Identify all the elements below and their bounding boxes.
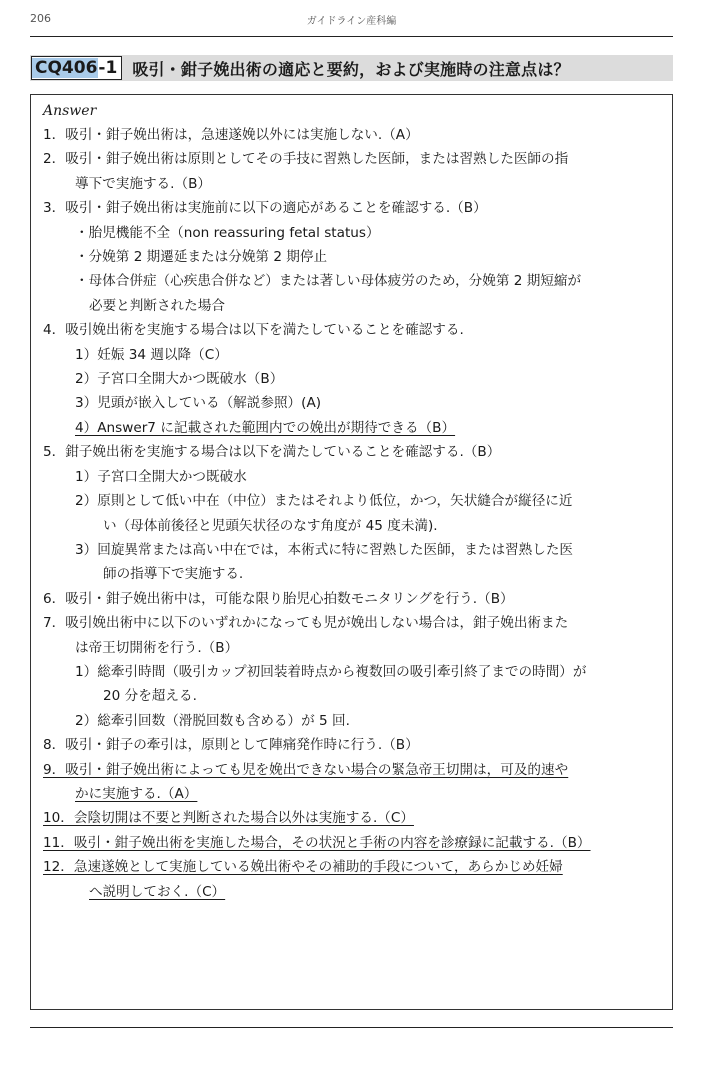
answer-line xyxy=(43,123,658,147)
answer-line xyxy=(43,660,658,684)
answer-line-text: ・母体合併症（心疾患合併など）または著しい母体疲労のため，分娩第 2 期短縮が xyxy=(75,273,582,290)
answer-line xyxy=(43,343,658,367)
answer-line-text: 6．吸引・鉗子娩出術中は，可能な限り胎児心拍数モニタリングを行う.（B） xyxy=(43,590,514,607)
answer-line xyxy=(43,489,658,513)
answer-line xyxy=(43,684,658,708)
answer-line xyxy=(43,709,658,733)
answer-line-text: 3．吸引・鉗子娩出術は実施前に以下の適応があることを確認する.（B） xyxy=(43,200,487,217)
answer-line-text: 5．鉗子娩出術を実施する場合は以下を満たしていることを確認する.（B） xyxy=(43,444,501,461)
answer-line-text: 必要と判断された場合 xyxy=(89,297,225,314)
answer-line-text: 2）子宮口全開大かつ既破水（B） xyxy=(75,371,284,388)
answer-line-text: 11．吸引・鉗子娩出術を実施した場合，その状況と手術の内容を診療録に記載する.（B） xyxy=(43,834,591,851)
question-title: 吸引・鉗子娩出術の適応と要約，および実施時の注意点は？ xyxy=(132,59,570,79)
answer-line-text: 20 分を超える. xyxy=(103,688,197,705)
answer-line xyxy=(43,318,658,342)
question-title-bar xyxy=(30,55,673,81)
answer-list xyxy=(43,123,658,904)
footer-rule xyxy=(30,1027,673,1028)
answer-line xyxy=(43,855,658,879)
running-title: ガイドライン産科編 xyxy=(306,16,397,27)
answer-line xyxy=(43,636,658,660)
page-number: 206 xyxy=(30,12,51,25)
answer-line-text: 2）原則として低い中在（中位）またはそれより低位，かつ，矢状縫合が縦径に近 xyxy=(75,493,573,510)
answer-line-text: 1）総牽引時間（吸引カップ初回装着時点から複数回の吸引牽引終了までの時間）が xyxy=(75,663,587,680)
answer-line xyxy=(43,562,658,586)
answer-line-text: は帝王切開術を行う.（B） xyxy=(75,639,239,656)
answer-line-text: 4．吸引娩出術を実施する場合は以下を満たしていることを確認する. xyxy=(43,322,464,339)
answer-line xyxy=(43,367,658,391)
answer-line xyxy=(43,245,658,269)
answer-line xyxy=(43,440,658,464)
answer-line xyxy=(43,831,658,855)
answer-line-text: 師の指導下で実施する. xyxy=(103,566,244,583)
answer-line-text: 10．会陰切開は不要と判断された場合以外は実施する.（C） xyxy=(43,810,414,827)
answer-line xyxy=(43,221,658,245)
answer-line xyxy=(43,514,658,538)
answer-line-text: 1）子宮口全開大かつ既破水 xyxy=(75,468,247,485)
answer-line xyxy=(43,587,658,611)
answer-line xyxy=(43,465,658,489)
answer-line xyxy=(43,758,658,782)
answer-line-text: へ説明しておく.（C） xyxy=(89,883,226,900)
answer-line-text: ・胎児機能不全（non reassuring fetal status） xyxy=(75,224,380,241)
page-header xyxy=(30,10,673,36)
answer-line xyxy=(43,538,658,562)
answer-line xyxy=(43,269,658,293)
answer-line xyxy=(43,880,658,904)
cq-subnumber: -1 xyxy=(98,58,118,78)
answer-line-text: 3）回旋異常または高い中在では，本術式に特に習熟した医師，または習熟した医 xyxy=(75,541,574,558)
answer-line-text: 1．吸引・鉗子娩出術は，急速遂娩以外には実施しない.（A） xyxy=(43,127,419,143)
answer-line xyxy=(43,733,658,757)
answer-line-text: 導下で実施する.（B） xyxy=(75,175,211,192)
answer-line-text: かに実施する.（A） xyxy=(75,785,198,802)
answer-heading: Answer xyxy=(43,103,97,119)
answer-line-text: 9．吸引・鉗子娩出術によっても児を娩出できない場合の緊急帝王切開は，可及的速や xyxy=(43,761,569,778)
answer-line xyxy=(43,147,658,171)
answer-line xyxy=(43,611,658,635)
header-rule xyxy=(30,36,673,37)
answer-line-text: 8．吸引・鉗子の牽引は，原則として陣痛発作時に行う.（B） xyxy=(43,737,419,754)
answer-box xyxy=(30,94,673,1010)
cq-code: CQ406 xyxy=(32,58,98,78)
answer-line xyxy=(43,196,658,220)
answer-line xyxy=(43,391,658,415)
answer-line xyxy=(43,172,658,196)
answer-line-text: 2．吸引・鉗子娩出術は原則としてその手技に習熟した医師，または習熟した医師の指 xyxy=(43,151,569,168)
answer-line-text: い（母体前後径と児頭矢状径のなす角度が 45 度未満). xyxy=(103,517,438,534)
answer-line-text: ・分娩第 2 期遷延または分娩第 2 期停止 xyxy=(75,249,328,266)
answer-line-text: 3）児頭が嵌入している（解説参照）(A) xyxy=(75,395,322,412)
answer-line-text: 12．急速遂娩として実施している娩出術やその補助的手段について，あらかじめ妊婦 xyxy=(43,859,563,876)
answer-line-text: 1）妊娠 34 週以降（C） xyxy=(75,346,228,363)
answer-line xyxy=(43,806,658,830)
answer-line-text: 4）Answer7 に記載された範囲内での娩出が期待できる（B） xyxy=(75,419,456,436)
answer-line xyxy=(43,782,658,806)
cq-label xyxy=(31,56,122,80)
answer-line xyxy=(43,416,658,440)
answer-line xyxy=(43,294,658,318)
answer-line-text: 7．吸引娩出術中に以下のいずれかになっても児が娩出しない場合は，鉗子娩出術また xyxy=(43,615,569,632)
answer-line-text: 2）総牽引回数（滑脱回数も含める）が 5 回. xyxy=(75,712,350,729)
